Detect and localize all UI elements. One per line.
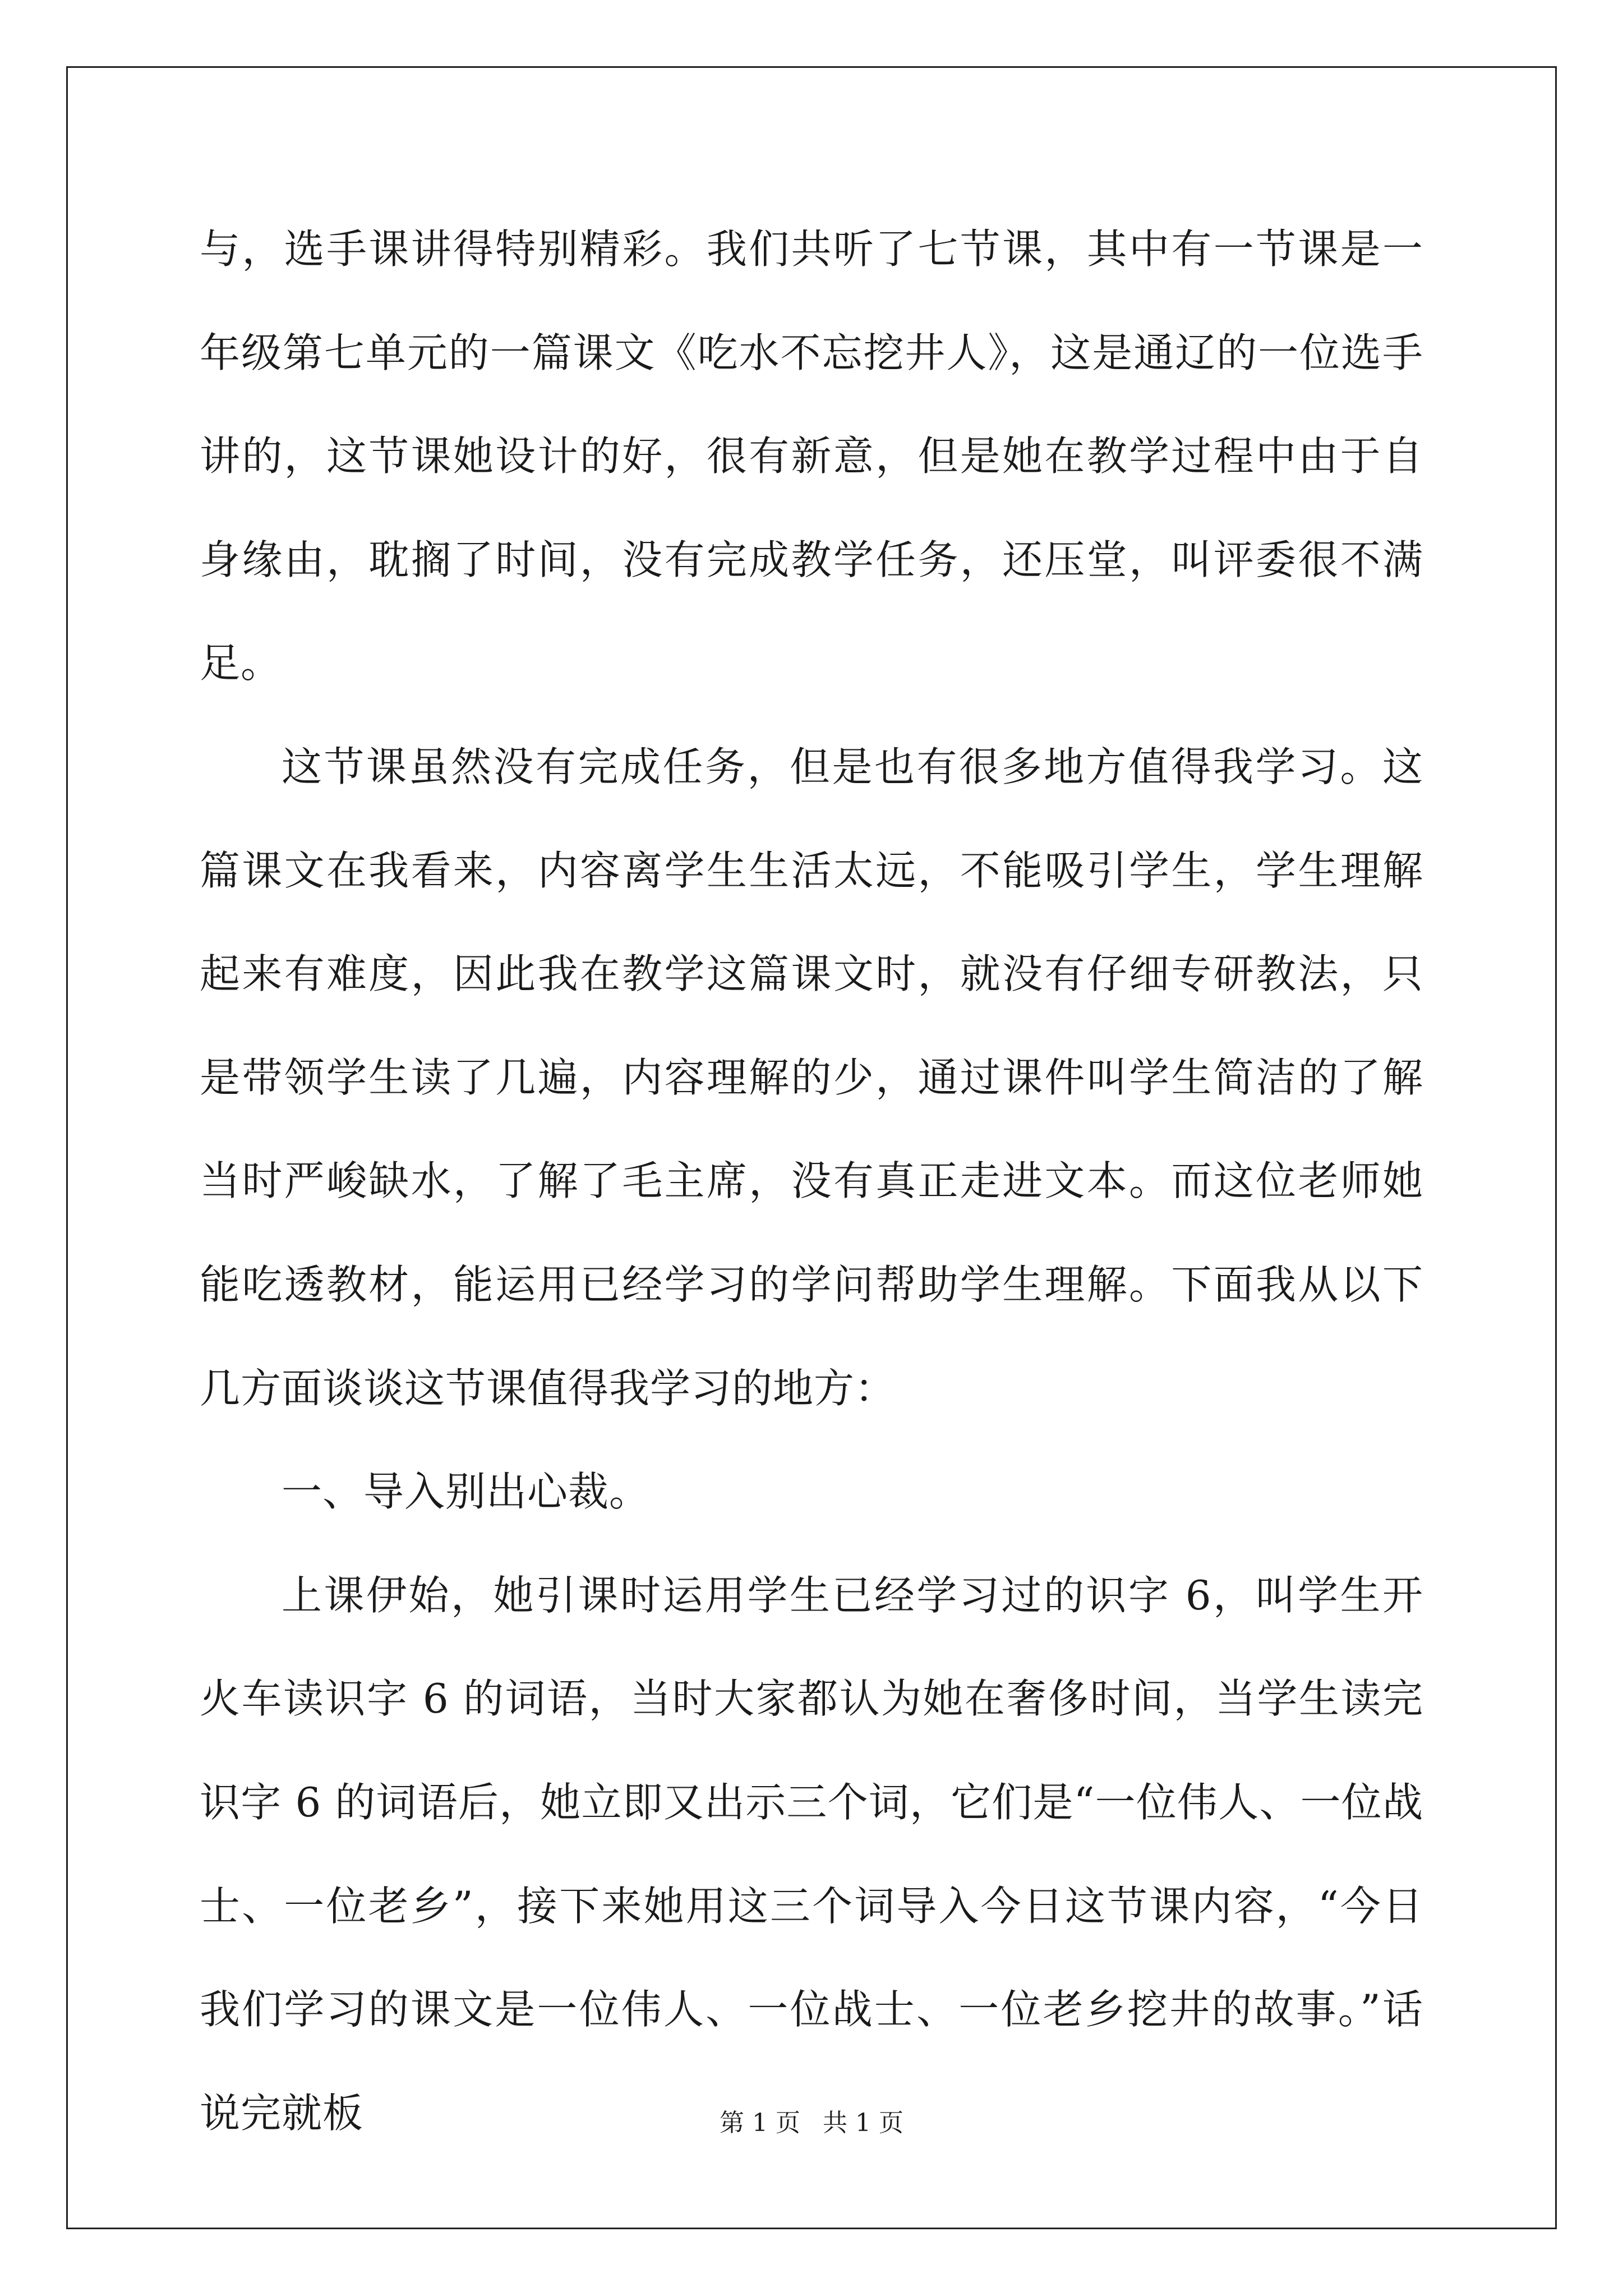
paragraph-3: 上课伊始，她引课时运用学生已经学习过的识字 6，叫学生开火车读识字 6 的词语，当时大家都认为她在奢侈时间，当学生读完识字 6 的词语后，她立即又出示三个词，它们是“一位伟人、一位战士、一位老乡”，接下来她用这三个词导入今日这节课内容，“今日我们学习的课文是一位伟人、一位战士、一位老乡挖井的故事。”话说完就板 bbox=[200, 1571, 1423, 2137]
document-body bbox=[200, 197, 1423, 2165]
paragraph-2: 这节课虽然没有完成任务，但是也有很多地方值得我学习。这篇课文在我看来，内容离学生生活太远，不能吸引学生，学生理解起来有难度，因此我在教学这篇课文时，就没有仔细专研教法，只是带领学生读了几遍，内容理解的少，通过课件叫学生简洁的了解当时严峻缺水，了解了毛主席，没有真正走进文本。而这位老师她能吃透教材，能运用已经学习的学问帮助学生理解。下面我从以下几方面谈谈这节课值得我学习的地方： bbox=[200, 743, 1423, 1412]
paragraph-1: 与，选手课讲得特别精彩。我们共听了七节课，其中有一节课是一年级第七单元的一篇课文《吃水不忘挖井人》，这是通辽的一位选手讲的，这节课她设计的好，很有新意，但是她在教学过程中由于自身缘由，耽搁了时间，没有完成教学任务，还压堂，叫评委很不满足。 bbox=[200, 226, 1423, 687]
section-heading: 一、导入别出心裁。 bbox=[282, 1468, 651, 1516]
page-number: 第 1 页 bbox=[720, 2109, 800, 2137]
page-total: 共 1 页 bbox=[823, 2109, 903, 2137]
page-footer bbox=[0, 2106, 1623, 2140]
